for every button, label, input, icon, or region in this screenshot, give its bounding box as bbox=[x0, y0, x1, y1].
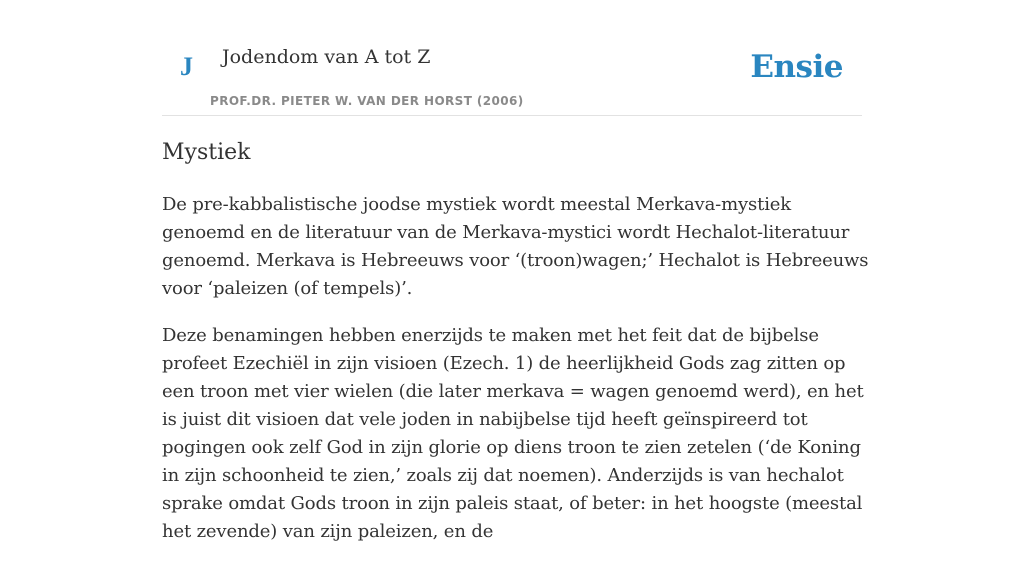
book-initial-logo[interactable]: J bbox=[180, 52, 193, 81]
article-paragraph: Deze benamingen hebben enerzijds te maken met het feit dat de bijbelse profeet Ezechiël in zijn visioen (Ezech. 1) de heerlijkheid Gods zag zitten op een troon met vier wielen (die later merkava = wagen genoemd werd), en het is juist dit visioen dat vele joden in nabijbelse tijd heeft geïnspireerd tot pogingen ook zelf God in zijn glorie op diens troon te zien zetelen (‘de Koning in zijn schoonheid te zien,’ zoals zij dat noemen). Anderzijds is van hechalot sprake omdat Gods troon in zijn paleis staat, of beter: in het hoogste (meestal het zevende) van zijn paleizen, en de bbox=[162, 324, 864, 542]
article-paragraph: De pre-kabbalistische joodse mystiek wordt meestal Merkava-mystiek genoemd en de literatuur van de Merkava-mystici wordt Hechalot-literatuur genoemd. Merkava is Hebreeuws voor ‘(troon)wagen;’ Hechalot is Hebreeuws voor ‘paleizen (of tempels)’. bbox=[162, 193, 869, 299]
header bbox=[162, 0, 862, 116]
book-author: PROF.DR. PIETER W. VAN DER HORST (2006) bbox=[210, 94, 524, 108]
article-title: Mystiek bbox=[162, 140, 251, 165]
book-title-link[interactable]: Jodendom van A tot Z bbox=[222, 46, 431, 68]
ensie-logo[interactable]: Ensie bbox=[750, 49, 843, 85]
article bbox=[162, 138, 870, 565]
